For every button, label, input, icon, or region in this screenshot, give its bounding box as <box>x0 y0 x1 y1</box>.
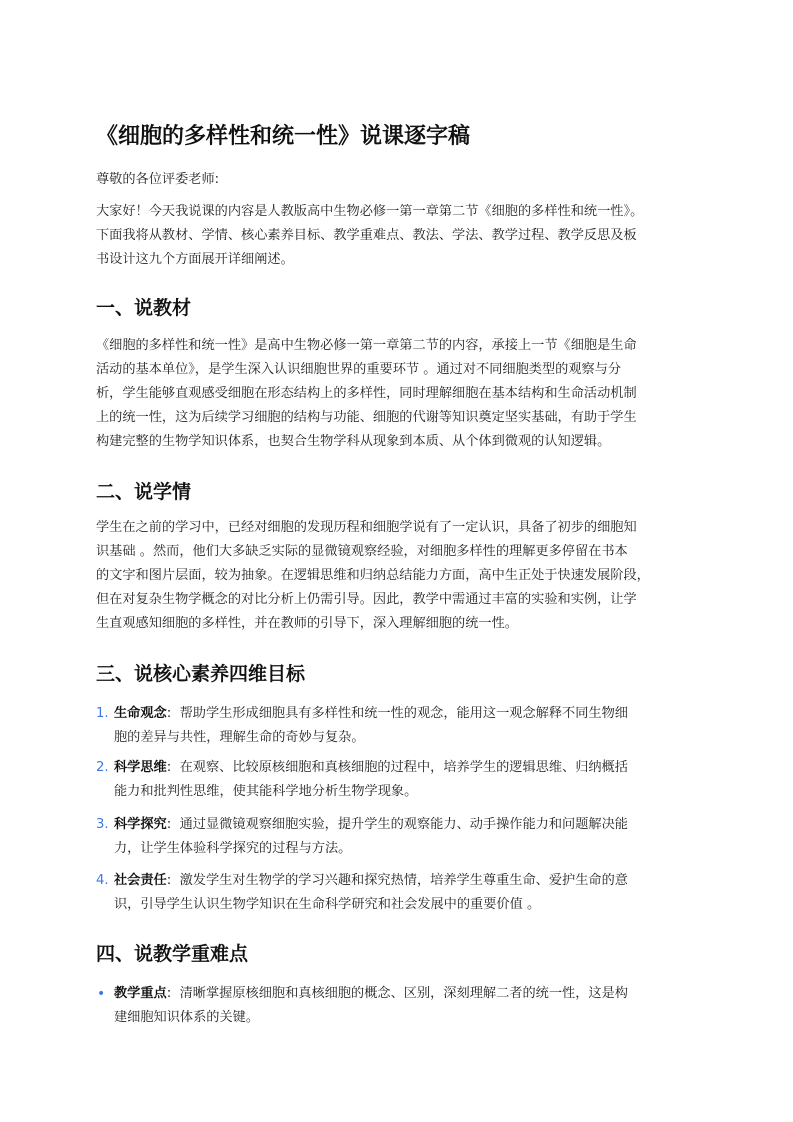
list-number: 4. <box>96 873 109 888</box>
paragraph-line: 《细胞的多样性和统一性》是高中生物必修一第一章第二节的内容，承接上一节《细胞是生命 <box>96 338 637 353</box>
textbook-paragraph <box>96 334 708 454</box>
item-label: 科学探究 <box>114 817 167 832</box>
item-text: 建细胞知识体系的关键。 <box>114 1010 260 1025</box>
item-text: 通过显微镜观察细胞实验，提升学生的观察能力、动手操作能力和问题解决能 <box>179 817 628 832</box>
page-title: 《细胞的多样性和统一性》说课逐字稿 <box>96 124 471 149</box>
item-label: 科学思维 <box>114 760 167 775</box>
intro-line: 书设计这九个方面展开详细阐述。 <box>96 252 294 267</box>
item-text: 力，让学生体验科学探究的过程与方法。 <box>114 841 352 856</box>
intro-line: 大家好！今天我说课的内容是人教版高中生物必修一第一章第二节《细胞的多样性和统一性》。 <box>96 204 644 219</box>
list-number: 2. <box>96 760 109 775</box>
item-text: 能力和批判性思维，使其能科学地分析生物学现象。 <box>114 784 418 799</box>
paragraph-line: 但在对复杂生物学概念的对比分析上仍需引导。因此，教学中需通过丰富的实验和实例，让学 <box>96 592 637 607</box>
item-colon: : <box>166 986 172 1001</box>
paragraph-line: 识基础 。然而，他们大多缺乏实际的显微镜观察经验，对细胞多样性的理解更多停留在书本 <box>96 544 628 559</box>
item-label: 社会责任 <box>114 873 167 888</box>
item-label: 生命观念 <box>114 706 167 721</box>
greeting <box>96 168 708 192</box>
item-colon: : <box>166 873 172 888</box>
section-heading-core-goals: 三、说核心素养四维目标 <box>96 663 306 685</box>
item-label: 教学重点 <box>114 986 167 1001</box>
paragraph-line: 学生在之前的学习中，已经对细胞的发现历程和细胞学说有了一定认识，具备了初步的细胞知 <box>96 520 637 535</box>
students-paragraph <box>96 516 708 636</box>
list-item <box>96 869 708 917</box>
paragraph-line: 析，学生能够直观感受细胞在形态结构上的多样性，同时理解细胞在基本结构和生命活动机制 <box>96 386 637 401</box>
section-heading-textbook: 一、说教材 <box>96 297 192 319</box>
list-item <box>96 702 708 750</box>
item-text: 胞的差异与共性，理解生命的奇妙与复杂。 <box>114 730 365 745</box>
list-item <box>96 756 708 804</box>
item-text: 清晰掌握原核细胞和真核细胞的概念、区别，深刻理解二者的统一性，这是构 <box>179 986 628 1001</box>
paragraph-line: 的文字和图片层面，较为抽象。在逻辑思维和归纳总结能力方面，高中生正处于快速发展阶段， <box>96 568 650 583</box>
list-item <box>96 982 708 1030</box>
item-colon: : <box>166 760 172 775</box>
intro-line: 下面我将从教材、学情、核心素养目标、教学重难点、教法、学法、教学过程、教学反思及板 <box>96 228 637 243</box>
item-text: 在观察、比较原核细胞和真核细胞的过程中，培养学生的逻辑思维、归纳概括 <box>179 760 628 775</box>
paragraph-line: 上的统一性，这为后续学习细胞的结构与功能、细胞的代谢等知识奠定坚实基础，有助于学生 <box>96 410 637 425</box>
list-number: 3. <box>96 817 109 832</box>
bullet-icon: • <box>97 986 106 1002</box>
item-text: 激发学生对生物学的学习兴趣和探究热情，培养学生尊重生命、爱护生命的意 <box>179 873 628 888</box>
paragraph-line: 构建完整的生物学知识体系，也契合生物学科从现象到本质、从个体到微观的认知逻辑。 <box>96 434 611 449</box>
paragraph-line: 活动的基本单位》，是学生深入认识细胞世界的重要环节 。通过对不同细胞类型的观察与分 <box>96 362 622 377</box>
section-heading-students: 二、说学情 <box>96 481 192 503</box>
item-text: 识，引导学生认识生物学知识在生命科学研究和社会发展中的重要价值 。 <box>114 897 541 912</box>
greeting-line: 尊敬的各位评委老师: <box>96 172 220 187</box>
section-heading-key-points: 四、说教学重难点 <box>96 943 249 965</box>
list-item <box>96 813 708 861</box>
list-number: 1. <box>96 706 109 721</box>
intro-paragraph <box>96 200 708 272</box>
item-colon: : <box>166 817 172 832</box>
item-text: 帮助学生形成细胞具有多样性和统一性的观念，能用这一观念解释不同生物细 <box>179 706 628 721</box>
paragraph-line: 生直观感知细胞的多样性，并在教师的引导下，深入理解细胞的统一性。 <box>96 616 518 631</box>
item-colon: : <box>166 706 172 721</box>
